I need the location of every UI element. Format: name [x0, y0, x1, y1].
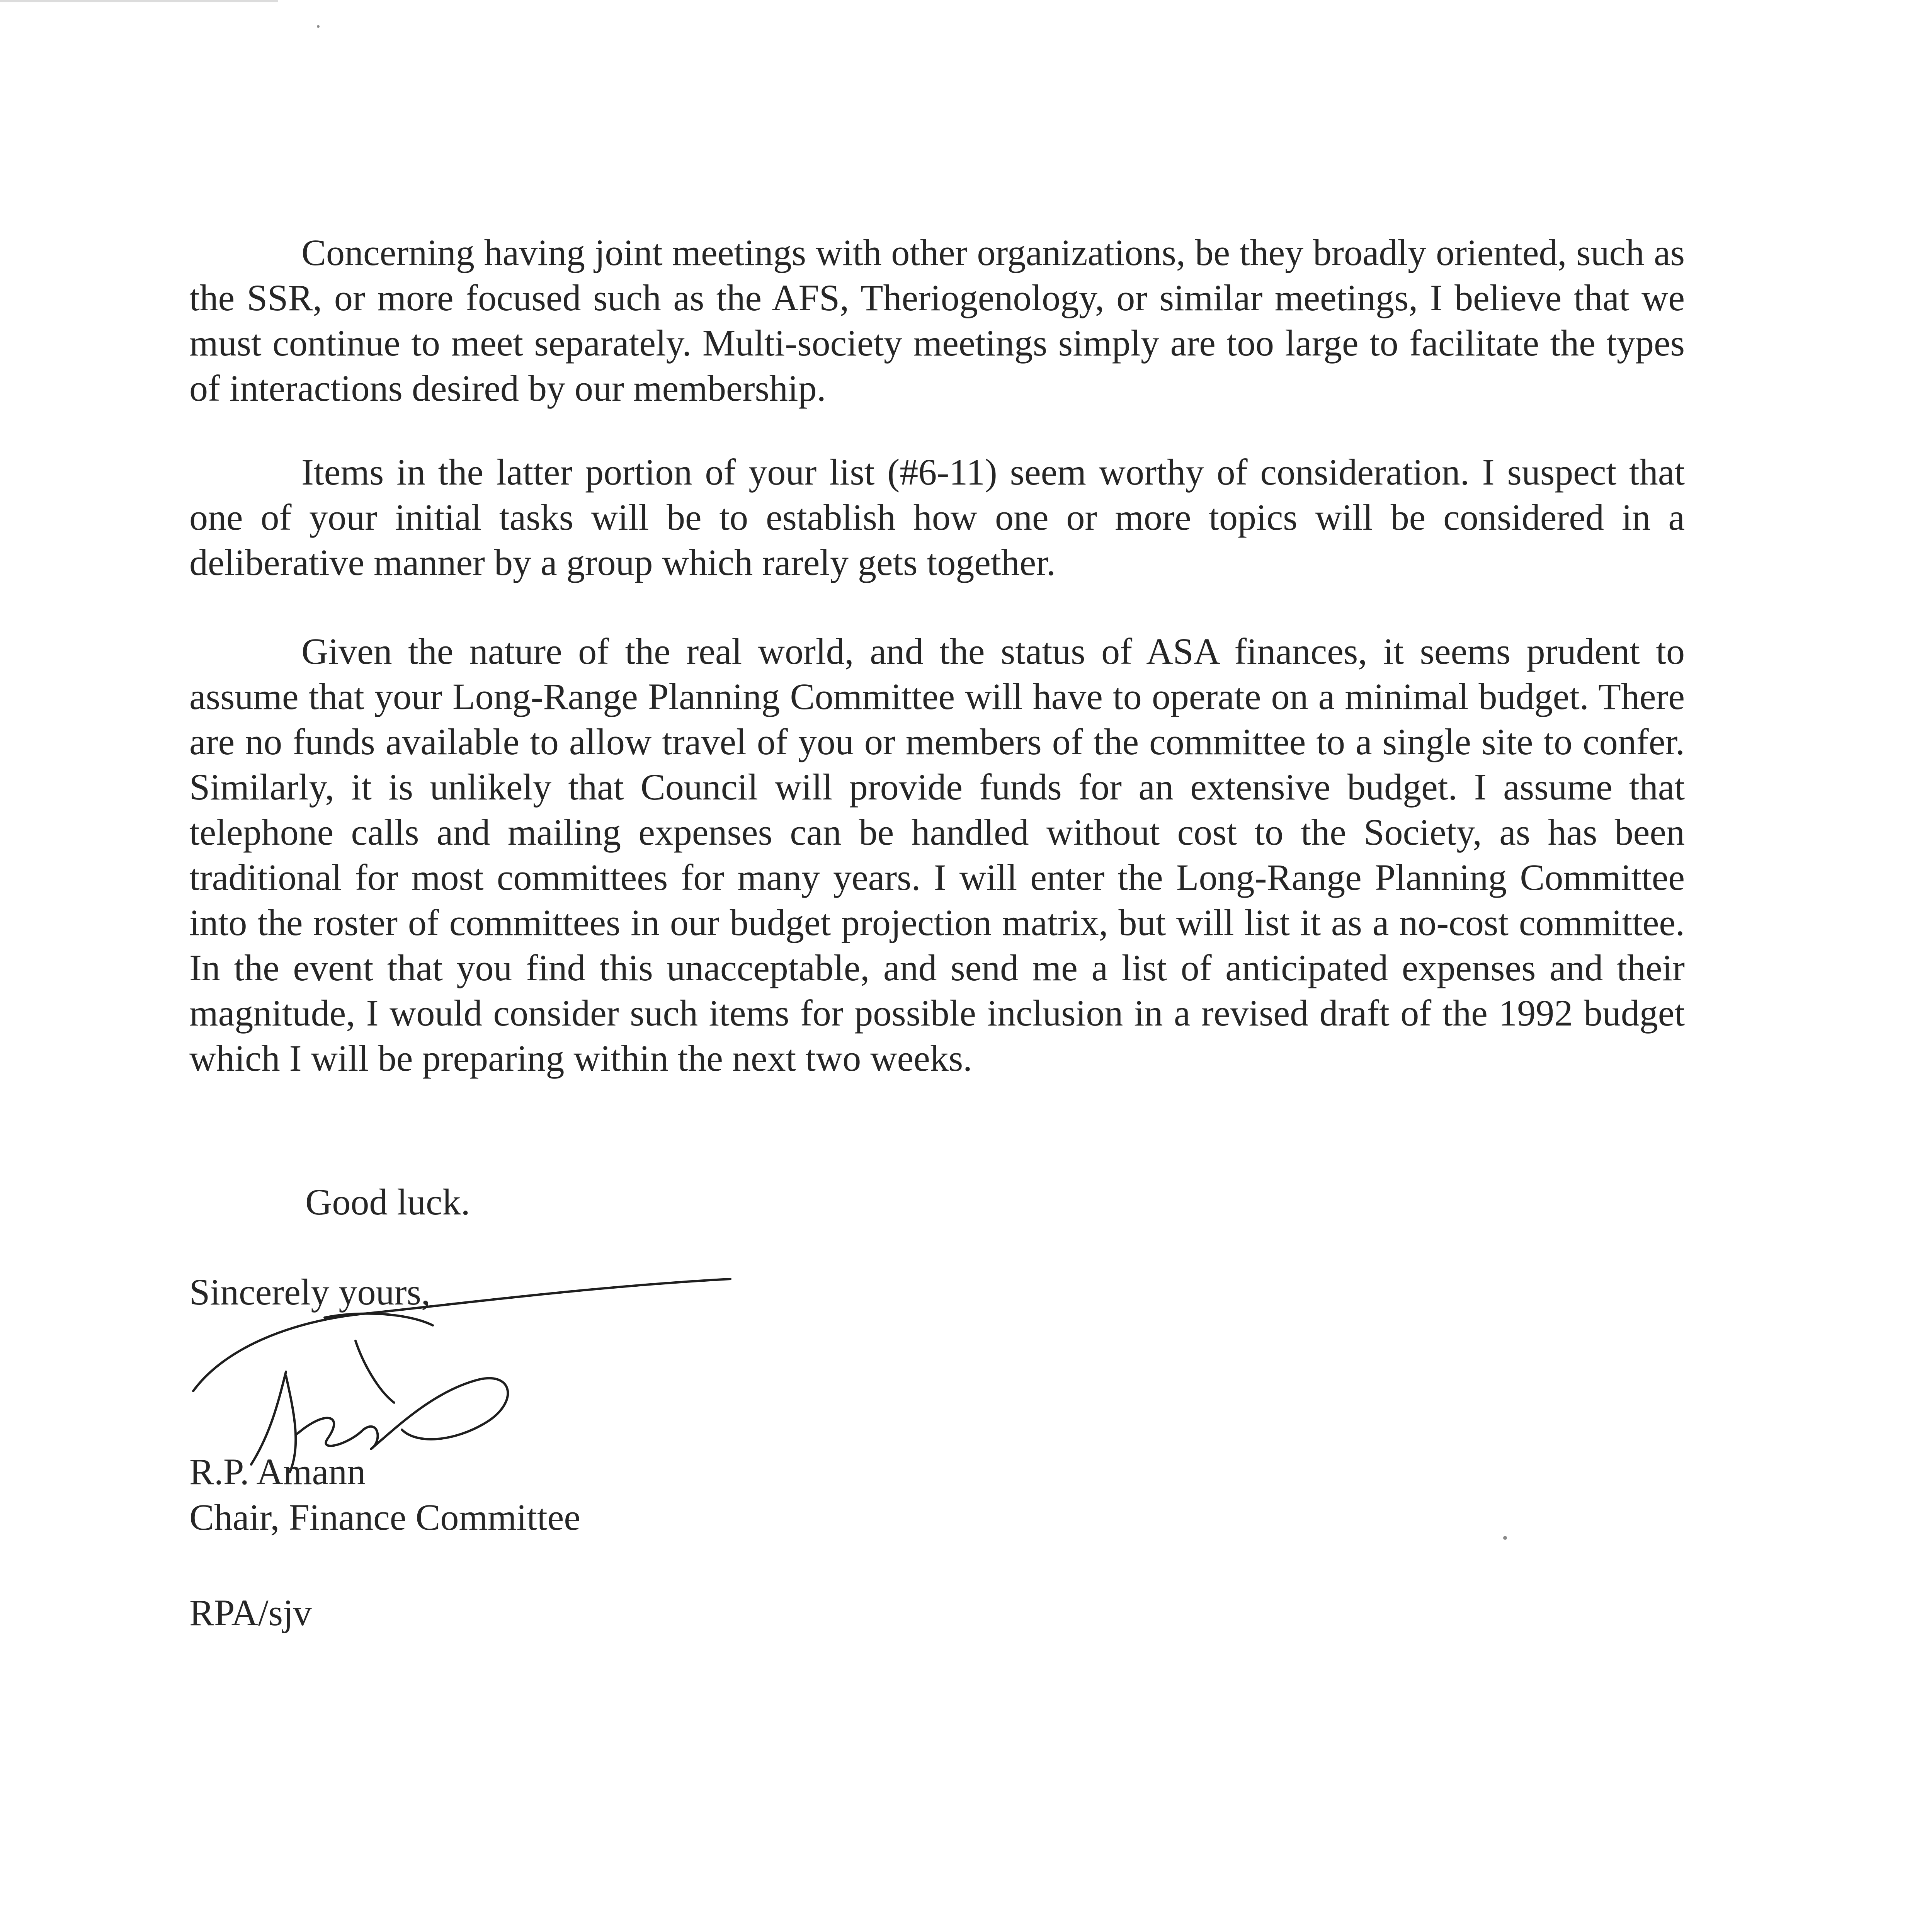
paragraph-joint-meetings: Concerning having joint meetings with other organizations, be they broadly oriented, such as the SSR, or more focused such as the AFS, Theriogenology, or similar meetings, I believe that we must continue to meet separately. Multi-society meetings simply are too large to facilitate the types of interactions desired by our membership. [189, 232, 1685, 409]
valediction: Sincerely yours, [189, 1271, 430, 1313]
handwritten-signature [162, 1264, 765, 1480]
signer-title: Chair, Finance Committee [189, 1497, 580, 1538]
scan-speck [317, 25, 320, 28]
paragraph-budget: Given the nature of the real world, and the status of ASA finances, it seems prudent to assume that your Long-Range Planning Committee will have to operate on a minimal budget. There are no funds available to allow travel of you or members of the committee to a single site to confer. Similarly, it is unlikely that Council will provide funds for an extensive budget. I assume that telephone calls and mailing expenses can be handled without cost to the Society, as has been traditional for most committees for many years. I will enter the Long-Range Planning Committee into the roster of committees in our budget projection matrix, but will list it as a no-cost committee. In the event that you find this unacceptable, and send me a list of anticipated expenses and their magnitude, I would consider such items for possible inclusion in a revised draft of the 1992 budget which I will be preparing within the next two weeks. [189, 631, 1685, 1079]
scan-speck [1503, 1536, 1507, 1540]
scan-edge-mark [0, 0, 278, 2]
paragraph-list-items: Items in the latter portion of your list (#6-11) seem worthy of consideration. I suspect that one of your initial tasks will be to establish how one or more topics will be considered in a deliberative manner by a group which rarely gets together. [189, 451, 1685, 583]
signer-name: R.P. Amann [189, 1451, 366, 1492]
reference-initials: RPA/sjv [189, 1592, 312, 1633]
closing-line: Good luck. [305, 1181, 470, 1223]
